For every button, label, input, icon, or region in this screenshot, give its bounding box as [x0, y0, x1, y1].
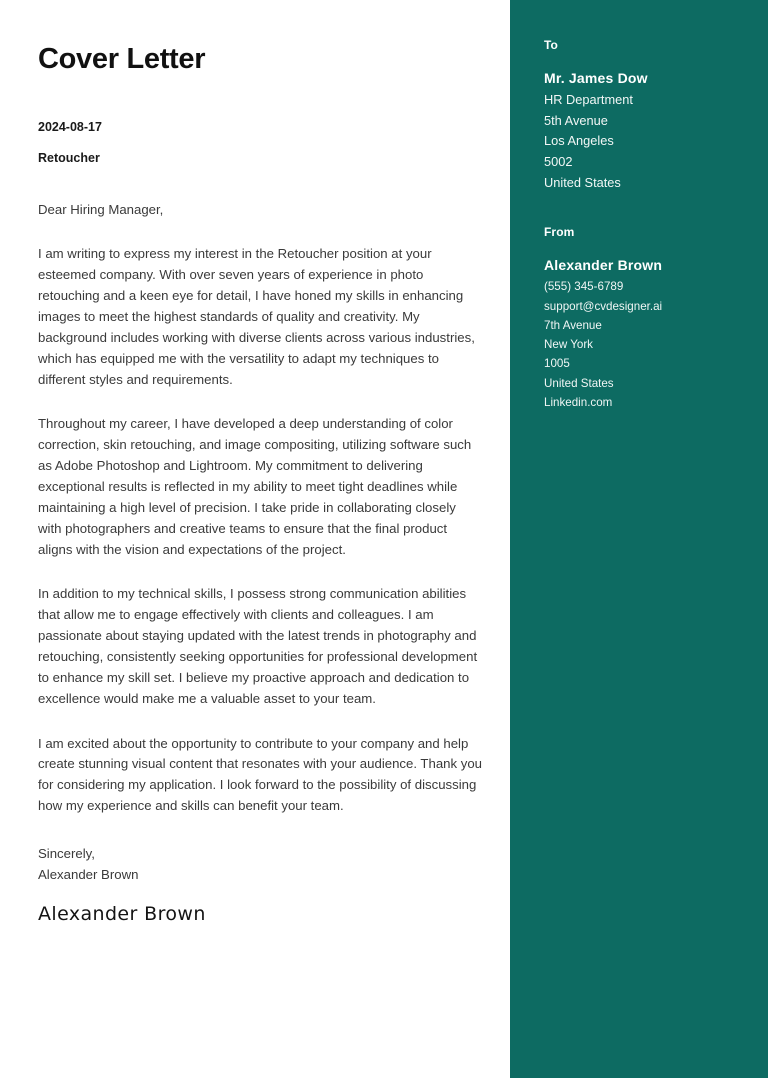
body-paragraph: In addition to my technical skills, I possess strong communication abilities that allow me to engage effectively with clients and colleagues. I am passionate about staying updated with the latest trends in photography and retouching, consistently seeking opportunities for professional development to enhance my skill set. I believe my proactive approach and dedication to excellence would make me a valuable asset to your team.	[38, 586, 478, 706]
signature: Alexander Brown	[38, 903, 206, 926]
body-paragraph: I am excited about the opportunity to contribute to your company and help create stunning visual content that resonates with your audience. Thank you for considering my application. I look forward to the possibility of discussing how my experience and skills can benefit your team.	[38, 735, 483, 814]
recipient-line: Los Angeles	[544, 133, 614, 149]
sender-line: 7th Avenue	[544, 318, 602, 332]
recipient-line: HR Department	[544, 91, 633, 107]
sender-email: support@cvdesigner.ai	[544, 299, 663, 313]
recipient-name: Mr. James Dow	[544, 70, 648, 87]
recipient-line: 5th Avenue	[544, 112, 608, 128]
recipient-block	[544, 70, 768, 193]
contact-sidebar	[510, 0, 768, 1078]
sender-phone: (555) 345-6789	[544, 280, 624, 294]
sender-line: United States	[544, 376, 614, 390]
closing-name: Alexander Brown	[38, 867, 139, 883]
body-paragraph: I am writing to express my interest in the Retoucher position at your esteemed company. With over seven years of experience in photo retouching and a keen eye for detail, I have honed my skills in enhancing images to meet the highest standards of quality and creativity. My background includes working with diverse clients across various industries, which has equipped me with the versatility to adapt my techniques to different styles and requirements.	[38, 246, 475, 387]
recipient-line: 5002	[544, 154, 573, 170]
closing-block	[38, 817, 482, 885]
sender-line: 1005	[544, 357, 570, 371]
sender-name: Alexander Brown	[544, 256, 663, 273]
page-title: Cover Letter	[38, 43, 206, 75]
sender-website: Linkedin.com	[544, 395, 613, 409]
letter-date: 2024-08-17	[38, 119, 102, 134]
job-title: Retoucher	[38, 150, 100, 165]
closing-salutation: Sincerely,	[38, 845, 95, 861]
from-heading: From	[544, 225, 575, 240]
recipient-line: United States	[544, 174, 621, 190]
letter-meta	[38, 120, 482, 166]
salutation: Dear Hiring Manager,	[38, 201, 164, 217]
sender-line: New York	[544, 338, 593, 352]
sender-block	[544, 257, 768, 412]
to-heading: To	[544, 38, 558, 52]
body-paragraph: Throughout my career, I have developed a deep understanding of color correction, skin retouching, and image compositing, utilizing software such as Adobe Photoshop and Lightroom. My commitment to delivering exceptional results is reflected in my ability to meet tight deadlines while maintaining a high level of precision. I take pride in collaborating closely with photographers and creative teams to ensure that the final product aligns with the vision and expectations of the project.	[38, 416, 472, 557]
